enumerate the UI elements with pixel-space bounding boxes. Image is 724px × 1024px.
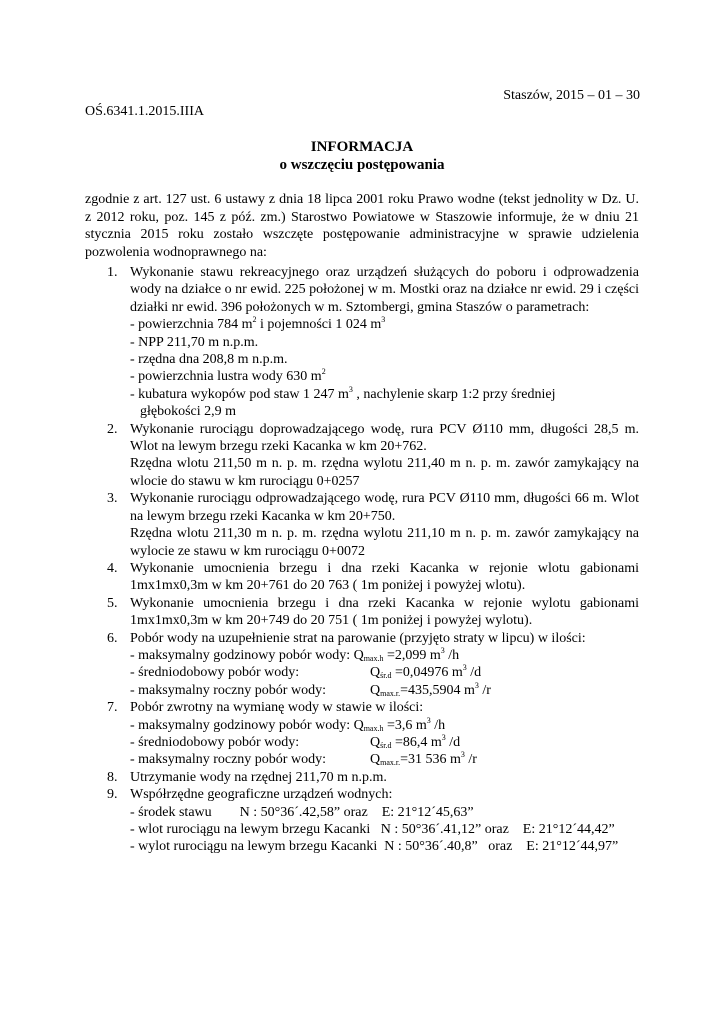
subscript: śr.d xyxy=(380,671,392,681)
document-title xyxy=(0,138,724,174)
superscript: 2 xyxy=(252,315,257,325)
item-text: Wykonanie umocnienia brzegu i dna rzeki Kacanka w rejonie wlotu gabionami 1mx1mx0,3m w km 20+761 do 20 763 ( 1m poniżej i powyżej wlotu). xyxy=(130,560,639,594)
intro-paragraph: zgodnie z art. 127 ust. 6 ustawy z dnia 18 lipca 2001 roku Prawo wodne (tekst jednolity w Dz. U. z 2012 roku, poz. 145 z póź. zm.) Starostwo Powiatowe w Staszowie informuje, że w dniu 21 stycznia 2015 roku zostało wszczęte postępowanie administracyjne w sprawie udzielenia pozwolenia wodnoprawnego na: xyxy=(85,192,639,260)
item-number: 1. xyxy=(107,265,118,280)
superscript: 3 xyxy=(426,715,431,725)
title-line-2: o wszczęciu postępowania xyxy=(279,157,445,173)
item-number: 8. xyxy=(107,769,118,785)
list-item xyxy=(85,421,639,491)
item-text: Rzędna wlotu 211,50 m n. p. m. rzędna wylotu 211,40 m n. p. m. zawór zamykający na wlocie do stawu w km rurociągu 0+0257 xyxy=(130,456,639,489)
quantity-value: =0,04976 m xyxy=(391,665,463,681)
item-number: 4. xyxy=(107,560,118,576)
quantity-line xyxy=(130,664,639,681)
superscript: 2 xyxy=(321,367,326,377)
item-text: Rzędna wlotu 211,30 m n. p. m. rzędna wylotu 211,10 m n. p. m. zawór zamykający na wylocie ze stawu w km rurociągu 0+0072 xyxy=(130,526,639,559)
item-number: 3. xyxy=(107,491,118,507)
param-text: , nachylenie skarp 1:2 przy średniej xyxy=(352,386,556,402)
item-number: 6. xyxy=(107,630,118,646)
subscript: śr.d xyxy=(380,740,392,750)
superscript: 3 xyxy=(440,645,445,655)
list-item xyxy=(85,699,639,769)
quantity-label: - średniodobowy pobór wody: xyxy=(130,665,300,681)
item-text: Wykonanie stawu rekreacyjnego oraz urządzeń służących do poboru i odprowadzenia wody na działce o nr ewid. 225 położonej w m. Mostki oraz na działce nr ewid. 29 i części działki nr ewid. 396 położonych w m. Sztombergi, gmina Staszów o parametrach: xyxy=(130,265,639,315)
list-item xyxy=(85,264,639,421)
superscript: 3 xyxy=(462,663,467,673)
q-symbol: Q xyxy=(370,665,381,681)
quantity-value: =2,099 m xyxy=(383,647,441,663)
title-line-1: INFORMACJA xyxy=(310,139,414,155)
quantity-unit: /r xyxy=(464,752,477,768)
param-text: - kubatura wykopów pod staw 1 247 m xyxy=(130,386,349,402)
q-symbol: Q xyxy=(370,734,381,750)
quantity-unit: /h xyxy=(444,647,460,663)
list-item xyxy=(85,630,639,700)
superscript: 3 xyxy=(348,384,353,394)
quantity-label: - maksymalny godzinowy pobór wody: Q xyxy=(130,717,364,733)
subscript: max.r. xyxy=(380,688,401,698)
subscript: max.h xyxy=(363,653,384,663)
item-number: 2. xyxy=(107,421,118,437)
param-line xyxy=(130,386,639,403)
quantity-label: - maksymalny godzinowy pobór wody: Q xyxy=(130,647,364,663)
quantity-unit: /d xyxy=(466,665,482,681)
q-symbol: Q xyxy=(370,682,381,698)
quantity-value: =435,5904 m xyxy=(400,682,475,698)
superscript: 3 xyxy=(441,732,446,742)
item-text: Pobór wody na uzupełnienie strat na parowanie (przyjęto straty w lipcu) w ilości: xyxy=(130,630,586,646)
quantity-line xyxy=(130,717,639,734)
subscript: max.r. xyxy=(380,758,401,768)
item-number: 5. xyxy=(107,595,118,611)
quantity-unit: /d xyxy=(445,734,461,750)
list-item xyxy=(85,595,639,630)
item-text: Utrzymanie wody na rzędnej 211,70 m n.p.m. xyxy=(130,769,387,785)
quantity-value: =3,6 m xyxy=(383,717,427,733)
subscript: max.h xyxy=(363,723,384,733)
quantity-line xyxy=(130,734,639,751)
superscript: 3 xyxy=(460,750,465,760)
coordinate-line: - środek stawu N : 50°36ˊ.42,58” oraz E: 21°12ˊ45,63” xyxy=(130,804,474,820)
param-line: głębokości 2,9 m xyxy=(140,404,237,420)
item-text: Wykonanie umocnienia brzegu i dna rzeki Kacanka w rejonie wylotu gabionami 1mx1mx0,3m w km 20+749 do 20 751 ( 1m poniżej i powyżej wylotu). xyxy=(130,595,639,629)
coordinate-line: - wylot rurociągu na lewym brzegu Kacanki N : 50°36ˊ.40,8” oraz E: 21°12ˊ44,97” xyxy=(130,839,619,855)
param-line: - rzędna dna 208,8 m n.p.m. xyxy=(130,352,288,368)
superscript: 3 xyxy=(474,680,479,690)
coordinate-line: - wlot rurociągu na lewym brzegu Kacanki N : 50°36ˊ.41,12” oraz E: 21°12ˊ44,42” xyxy=(130,822,615,837)
param-text: - powierzchnia 784 m xyxy=(130,317,253,333)
list-item xyxy=(85,769,639,786)
param-line: - NPP 211,70 m n.p.m. xyxy=(130,334,259,350)
item-number: 7. xyxy=(107,700,118,716)
quantity-line xyxy=(130,682,639,699)
param-text: - powierzchnia lustra wody 630 m xyxy=(130,369,322,385)
quantity-value: =86,4 m xyxy=(391,734,442,750)
quantity-label: - maksymalny roczny pobór wody: xyxy=(130,682,326,698)
q-symbol: Q xyxy=(370,752,381,768)
quantity-label: - średniodobowy pobór wody: xyxy=(130,734,300,750)
quantity-line xyxy=(130,751,639,768)
quantity-line xyxy=(130,647,639,664)
param-line xyxy=(130,316,639,333)
quantity-unit: /h xyxy=(430,717,446,733)
numbered-list xyxy=(85,264,639,856)
quantity-unit: /r xyxy=(478,682,491,698)
item-text: Współrzędne geograficzne urządzeń wodnych: xyxy=(130,787,393,803)
superscript: 3 xyxy=(381,315,386,325)
document-date: Staszów, 2015 – 01 – 30 xyxy=(503,88,640,103)
param-line xyxy=(130,368,639,385)
list-item xyxy=(85,490,639,560)
list-item xyxy=(85,786,639,856)
quantity-label: - maksymalny roczny pobór wody: xyxy=(130,752,326,768)
list-item xyxy=(85,560,639,595)
reference-number: OŚ.6341.1.2015.IIIA xyxy=(85,104,204,119)
item-text: Pobór zwrotny na wymianę wody w stawie w ilości: xyxy=(130,700,424,716)
item-text: Wykonanie rurociągu doprowadzającego wodę, rura PCV Ø110 mm, długości 28,5 m. Wlot na lewym brzegu rzeki Kacanka w km 20+762. xyxy=(130,421,639,455)
item-number: 9. xyxy=(107,787,118,803)
param-text: i pojemności 1 024 m xyxy=(256,317,382,333)
quantity-value: =31 536 m xyxy=(400,752,461,768)
item-text: Wykonanie rurociągu odprowadzającego wodę, rura PCV Ø110 mm, długości 66 m. Wlot na lewym brzegu rzeki Kacanka w km 20+750. xyxy=(130,491,639,524)
